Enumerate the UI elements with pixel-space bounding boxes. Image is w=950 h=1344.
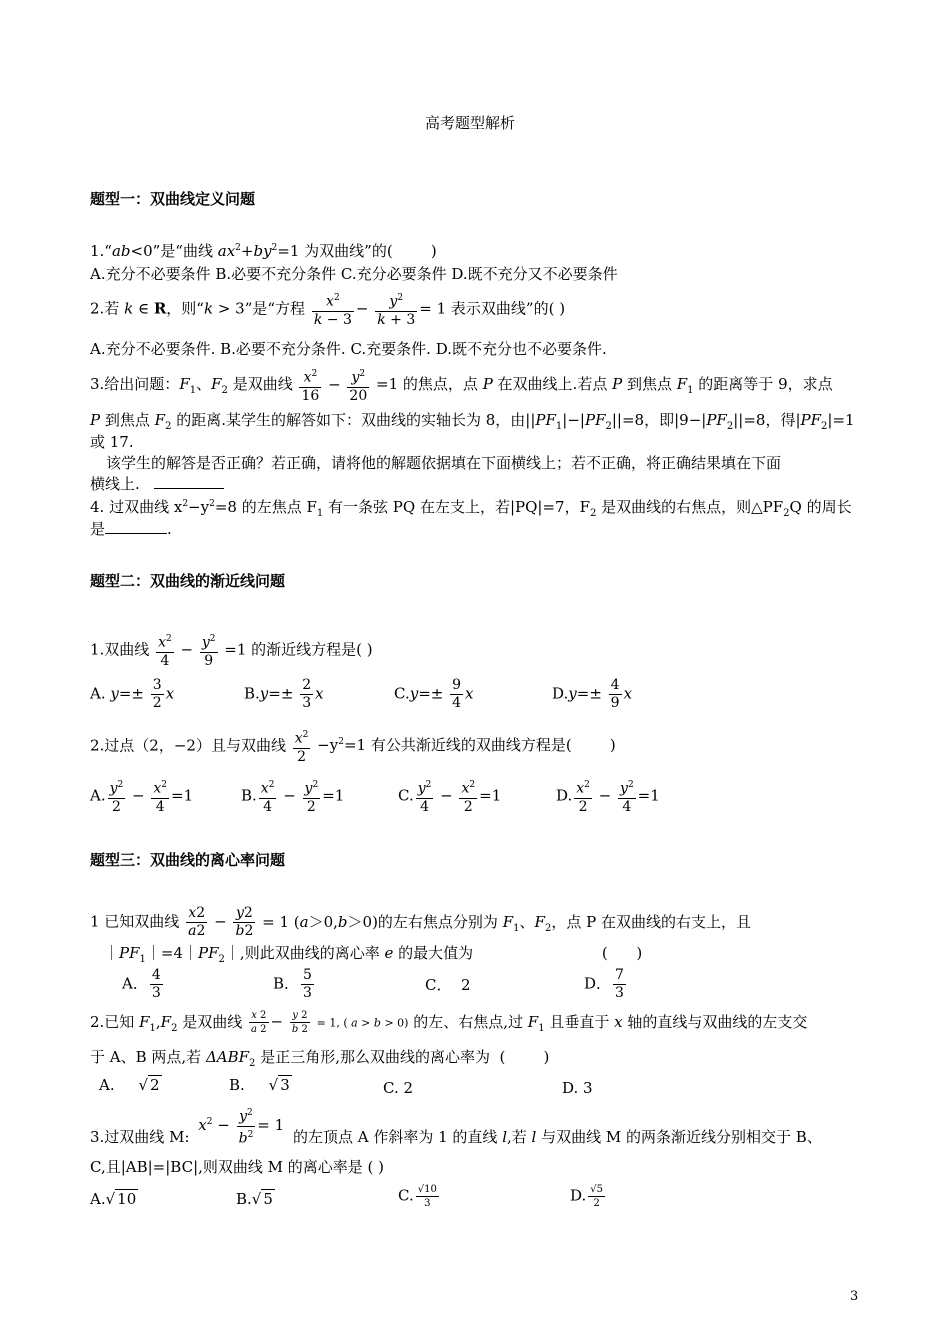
s3-q3-option-d: D. $\frac{√5}{2}$ (570, 1184, 603, 1209)
s2-q2-option-b: B. $\frac{x^2}{4}$ − $\frac{y^2}{2}$ =1 (241, 780, 345, 815)
s3-q2-option-d: D. 3 (562, 1079, 593, 1097)
s2-q1-option-a: A. y=± $\frac{3}{2}$ x (90, 677, 175, 711)
s3-q2-option-b: B. √ 3 (229, 1076, 290, 1094)
s1-q1-stem: 1.“ab<0”是“曲线 $ax^2+by^2=1$ 为双曲线”的( ) (90, 242, 437, 260)
s1-q3-line2: P 到焦点 $F_2$ 的距离.某学生的解答如下：双曲线的实轴长为 8，由$||PF_1|-|PF_2||=8$，即$|9-|PF_2||=8$，得$|PF_2|=1$ (90, 411, 855, 432)
section-heading-3: 题型三：双曲线的离心率问题 (90, 851, 286, 869)
s3-q2-line2: 于 A、B 两点,若 $\Delta ABF_2$ 是正三角形,那么双曲线的离心率为 ( ) (90, 1048, 550, 1069)
s3-q1-line2: $|PF_1|=4|PF_2|$,则此双曲线的离心率 e 的最大值为 ( ) (104, 944, 643, 965)
s1-q3-line4: 该学生的解答是否正确？若正确，请将他的解题依据填在下面横线上；若不正确，将正确结果填在下面 (106, 454, 782, 472)
s1-q3-line1: 3.给出问题：$F_1$、$F_2$ 是双曲线 $\frac{x^2}{16}$ − $\frac{y^2}{20}$ =1 的焦点，点 P 在双曲线上.若点 P 到焦点 $F_1$ 的距离等于 9，求点 (90, 369, 833, 404)
s3-q1-option-a: A． $\frac{4}{3}$ (122, 967, 161, 1001)
s2-q1-option-d: D.y=± $\frac{4}{9}$ x (552, 677, 633, 711)
s1-q3-line5: 横线上. (90, 477, 224, 492)
s3-q1-option-b: B． $\frac{5}{3}$ (273, 967, 312, 1001)
s2-q2-option-d: D. $\frac{x^2}{2}$ − $\frac{y^2}{4}$ =1 (556, 780, 660, 815)
s3-q2-option-c: C. 2 (383, 1079, 414, 1097)
s2-q2-stem: 2.过点（2，−2）且与双曲线 $\frac{x^2}{2}$ $-y^2=1$ 有公共渐近线的双曲线方程是( ) (90, 730, 616, 765)
s3-q2-option-a: A. √ 2 (99, 1076, 160, 1094)
page-title: 高考题型解析 (425, 114, 516, 132)
s2-q1-stem: 1.双曲线 $\frac{x^2}{4}$ − $\frac{y^2}{9}$ =1 的渐近线方程是( ) (90, 634, 373, 669)
s3-q1-line1: 1 已知双曲线 $\frac{x2}{a2}$ − $\frac{y2}{b2}$ = 1 (a＞0,b＞0)的左右焦点分别为 $F_1$、$F_2$，点 P 在双曲线的右支上，且 (90, 905, 751, 939)
s1-q4-line1: 4. 过双曲线 $x^2-y^2=8$ 的左焦点 $F_1$ 有一条弦 PQ 在左支上，若|PQ|=7，$F_2$ 是双曲线的右焦点，则$\triangle PF_2Q$ 的周长 (90, 498, 852, 519)
s1-q2-stem: 2.若 k ∈ R，则“k > 3”是“方程 $\frac{x^2}{k - 3}$ − $\frac{y^2}{k + 3}$ = 1 表示双曲线”的( ) (90, 293, 566, 328)
s3-q1-option-c: C． 2 (425, 976, 471, 994)
s2-q2-option-a: A. $\frac{y^2}{2}$ − $\frac{x^2}{4}$ =1 (90, 780, 194, 815)
s3-q1-option-d: D． $\frac{7}{3}$ (584, 967, 624, 1001)
page-number: 3 (850, 1289, 859, 1304)
s3-q3-option-b: B.√ 5 (236, 1190, 273, 1208)
s3-q2-line1: 2.已知 $F_1,F_2$ 是双曲线 $\frac{x 2}{a 2}$ − $\frac{y 2}{b 2}$ = 1, ( a > b > 0) 的左、右焦点,过 $F_1$ 且垂直于 x 轴的直线与双曲线的左支交 (90, 1010, 808, 1035)
s1-q4-line2: 是 . (90, 520, 172, 538)
s3-q3-line1: 3.过双曲线 M: $x^2$ − $\frac{y^2}{b^2}$ = 1 的左顶点 A 作斜率为 1 的直线 l,若 l 与双曲线 M 的两条渐近线分别相交于 B、 (90, 1108, 822, 1147)
s2-q1-option-c: C.y=± $\frac{9}{4}$ x (394, 677, 474, 711)
s3-q3-option-a: A.√ 10 (90, 1190, 137, 1208)
s2-q1-option-b: B.y=± $\frac{2}{3}$ x (244, 677, 324, 711)
s3-q3-option-c: C. $\frac{√10}{3}$ (398, 1184, 437, 1209)
s1-q3-line3: 或 17. (90, 433, 134, 451)
s1-q1-options: A.充分不必要条件 B.必要不充分条件 C.充分必要条件 D.既不充分又不必要条件 (90, 265, 618, 283)
section-heading-1: 题型一：双曲线定义问题 (90, 190, 256, 208)
s3-q3-line2: C,且|AB|=|BC|,则双曲线 M 的离心率是 ( ) (90, 1158, 385, 1176)
s2-q2-option-c: C. $\frac{y^2}{4}$ − $\frac{x^2}{2}$ =1 (398, 780, 502, 815)
s1-q2-options: A.充分不必要条件. B.必要不充分条件. C.充要条件. D.既不充分也不必要条件. (90, 340, 607, 358)
section-heading-2: 题型二：双曲线的渐近线问题 (90, 572, 286, 590)
